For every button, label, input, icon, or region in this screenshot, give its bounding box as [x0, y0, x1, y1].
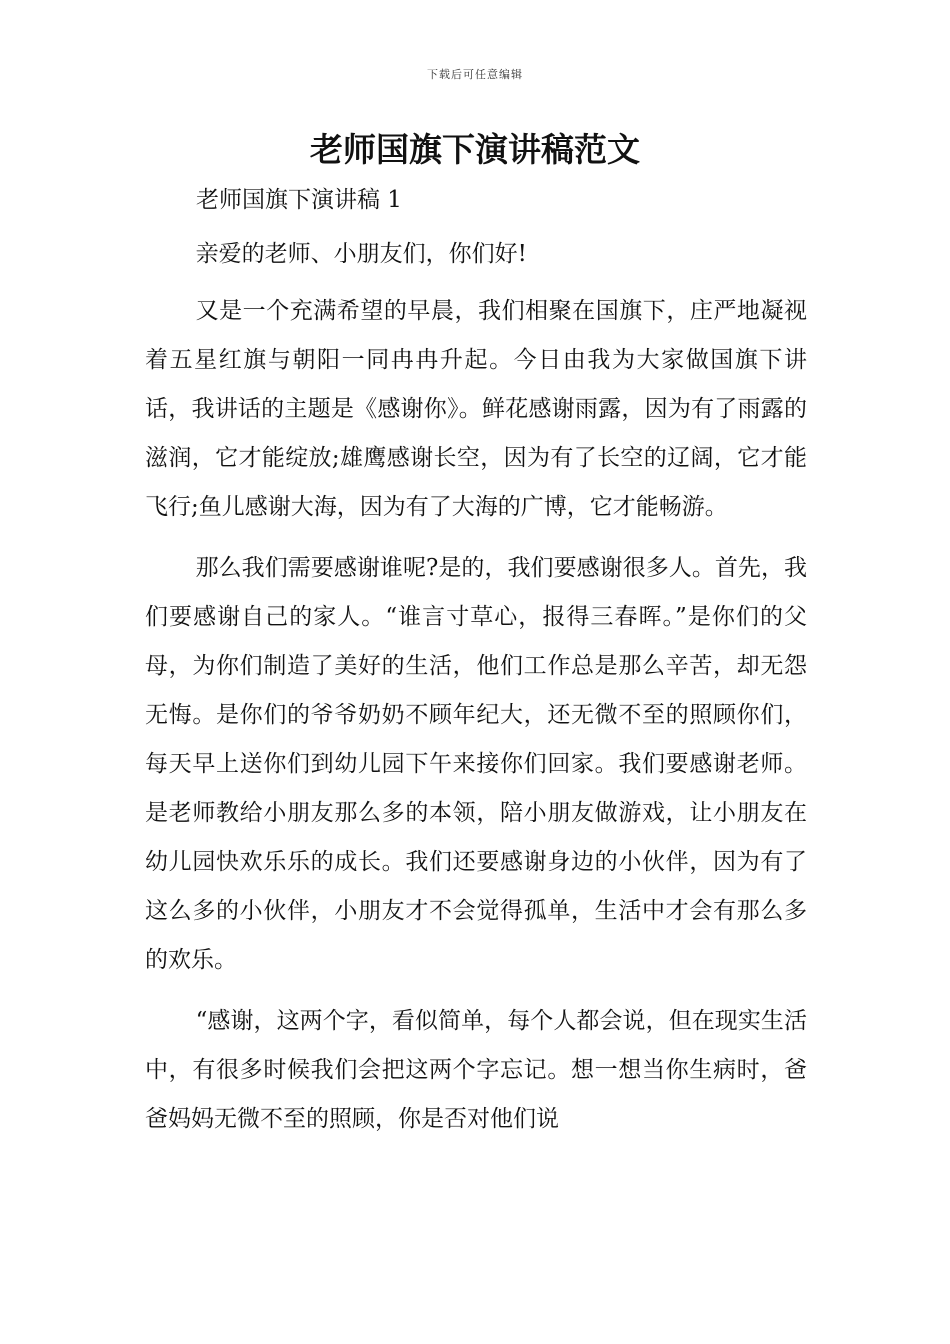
- paragraph: “感谢，这两个字，看似简单，每个人都会说，但在现实生活中，有很多时候我们会把这两个字忘记。想一想当你生病时，爸爸妈妈无微不至的照顾，你是否对他们说: [145, 1008, 807, 1132]
- header-note: 下载后可任意编辑: [427, 68, 523, 81]
- document-body: [145, 230, 807, 1156]
- paragraph: 又是一个充满希望的早晨，我们相聚在国旗下，庄严地凝视着五星红旗与朝阳一同冉冉升起。今日由我为大家做国旗下讲话，我讲话的主题是《感谢你》。鲜花感谢雨露，因为有了雨露的滋润，它才能绽放;雄鹰感谢长空，因为有了长空的辽阔，它才能飞行;鱼儿感谢大海，因为有了大海的广博，它才能畅游。: [145, 298, 807, 520]
- section-heading: 老师国旗下演讲稿 1: [196, 187, 402, 213]
- paragraph: 那么我们需要感谢谁呢?是的，我们要感谢很多人。首先，我们要感谢自己的家人。“谁言寸草心，报得三春晖。”是你们的父母，为你们制造了美好的生活，他们工作总是那么辛苦，却无怨无悔。是你们的爷爷奶奶不顾年纪大，还无微不至的照顾你们，每天早上送你们到幼儿园下午来接你们回家。我们要感谢老师。是老师教给小朋友那么多的本领，陪小朋友做游戏，让小朋友在幼儿园快欢乐乐的成长。我们还要感谢身边的小伙伴，因为有了这么多的小伙伴，小朋友才不会觉得孤单，生活中才会有那么多的欢乐。: [145, 555, 807, 973]
- paragraph-greeting: 亲爱的老师、小朋友们，你们好!: [195, 241, 527, 267]
- document-title: 老师国旗下演讲稿范文: [310, 130, 640, 169]
